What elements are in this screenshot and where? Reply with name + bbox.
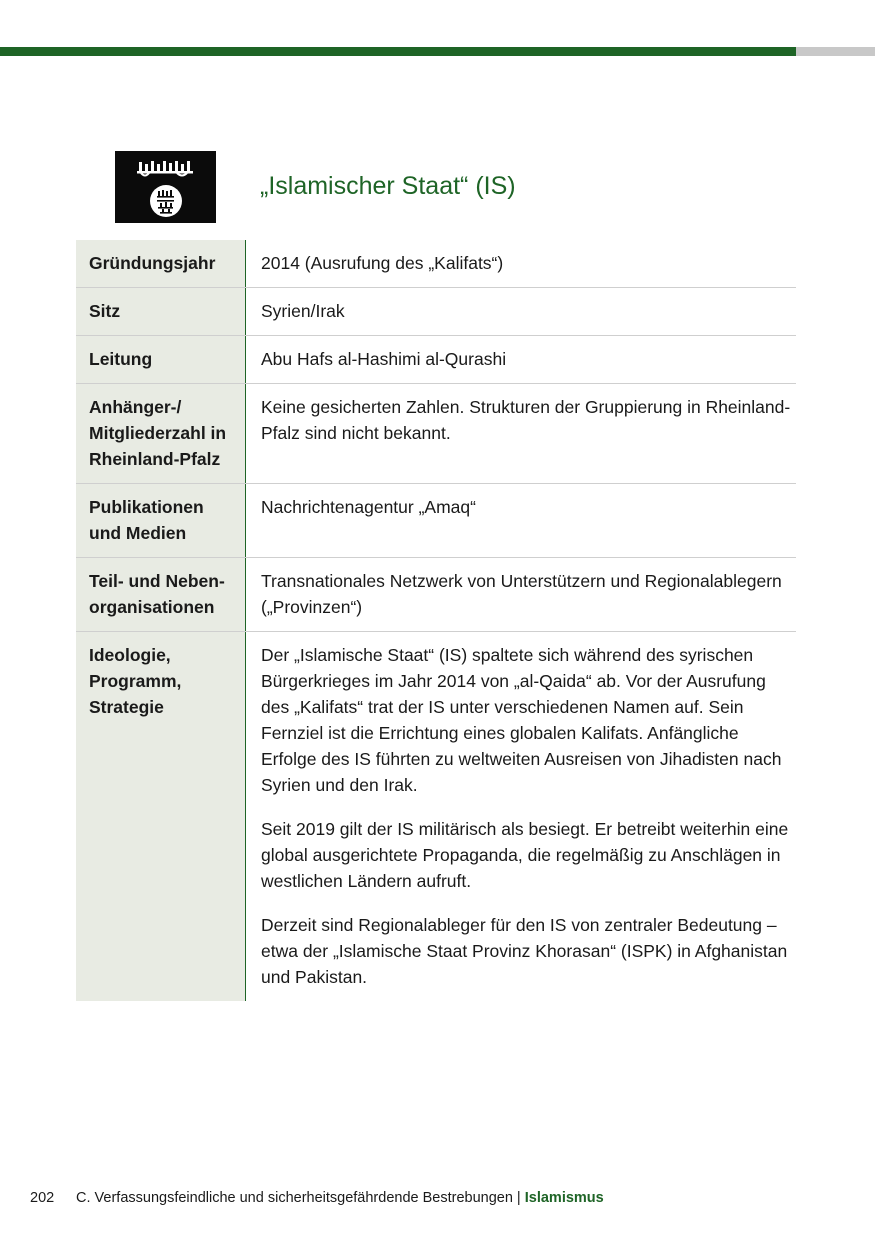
header-grey-bar	[796, 47, 875, 56]
table-row	[76, 336, 796, 384]
value-paragraph: Seit 2019 gilt der IS militärisch als besiegt. Er betreibt weiterhin eine global ausgerichtete Propaganda, die regelmäßig zu Anschlägen in westlichen Ländern aufruft.	[261, 819, 789, 891]
footer-section: C. Verfassungsfeindliche und sicherheitsgefährdende Bestrebungen |	[76, 1190, 525, 1206]
profile-table	[76, 240, 796, 1001]
row-label-publications: Publikationen und Medien	[76, 484, 246, 557]
row-value-founding-year	[246, 240, 796, 287]
row-value-leadership	[246, 336, 796, 383]
value-text: 2014 (Ausrufung des „Kalifats“)	[261, 253, 504, 273]
value-text: Keine gesicherten Zahlen. Strukturen der Gruppierung in Rheinland-Pfalz sind nicht bekannt.	[261, 397, 791, 443]
row-value-publications	[246, 484, 796, 557]
table-row	[76, 632, 796, 1001]
page-title: „Islamischer Staat“ (IS)	[260, 172, 516, 200]
flag-logo-icon	[115, 151, 216, 223]
table-row	[76, 484, 796, 558]
header-accent-bar	[0, 47, 796, 56]
row-label-seat: Sitz	[76, 288, 246, 335]
row-label-members: Anhänger-/ Mitgliederzahl in Rheinland-Pfalz	[76, 384, 246, 483]
table-row	[76, 288, 796, 336]
value-paragraph: Der „Islamische Staat“ (IS) spaltete sich während des syrischen Bürgerkrieges im Jahr 2014 von „al-Qaida“ ab. Vor der Ausrufung des „Kalifats“ trat der IS unter verschiedenen Namen auf. Sein Fernziel ist die Errichtung eines globalen Kalifats. Anfängliche Erfolge des IS führten zu weltweiten Ausreisen von Jihadisten nach Syrien und den Irak.	[261, 645, 782, 795]
row-label-organisations: Teil- und Neben-organisationen	[76, 558, 246, 631]
value-text: Nachrichtenagentur „Amaq“	[261, 497, 476, 517]
row-value-ideology	[246, 632, 796, 1001]
row-value-seat	[246, 288, 796, 335]
row-value-members	[246, 384, 796, 483]
table-row	[76, 558, 796, 632]
row-value-organisations	[246, 558, 796, 631]
value-paragraph: Derzeit sind Regionalableger für den IS von zentraler Bedeutung – etwa der „Islamische Staat Provinz Khorasan“ (ISPK) in Afghanistan und Pakistan.	[261, 915, 788, 987]
table-row	[76, 384, 796, 484]
value-text: Syrien/Irak	[261, 301, 345, 321]
row-label-leadership: Leitung	[76, 336, 246, 383]
table-row	[76, 240, 796, 288]
row-label-founding-year: Gründungsjahr	[76, 240, 246, 287]
footer-subsection: Islamismus	[524, 1190, 604, 1206]
row-label-ideology: Ideologie, Programm, Strategie	[76, 632, 246, 1001]
value-text: Abu Hafs al-Hashimi al-Qurashi	[261, 349, 507, 369]
page-footer	[30, 1190, 604, 1206]
value-text: Transnationales Netzwerk von Unterstützern und Regionalablegern („Provinzen“)	[261, 571, 782, 617]
page-number: 202	[30, 1190, 55, 1206]
